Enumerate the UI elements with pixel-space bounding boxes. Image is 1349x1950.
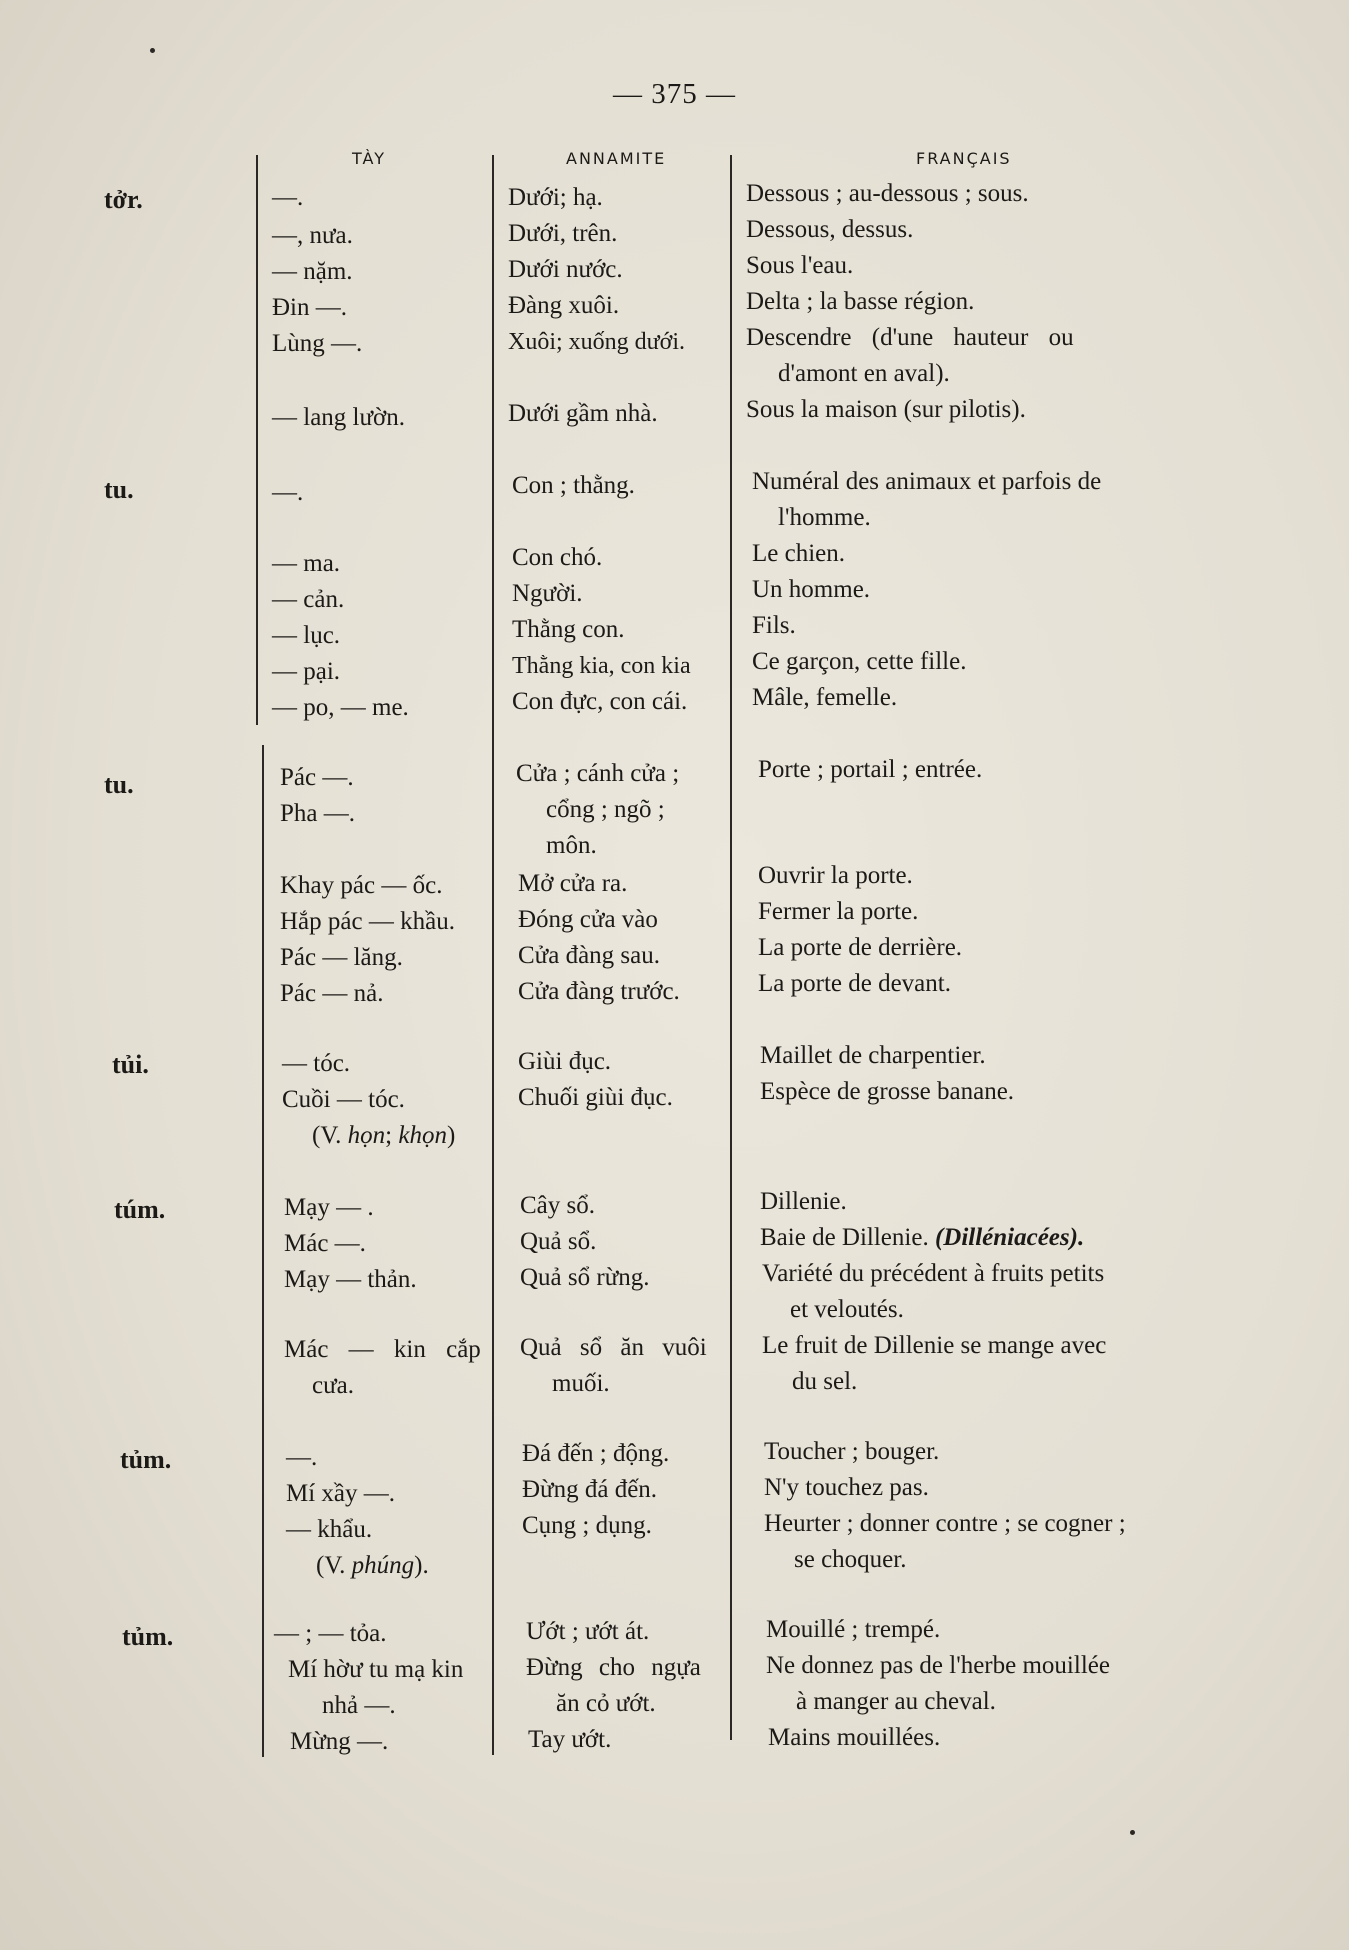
tay-cross-reference: (V. họn; khọn): [312, 1122, 456, 1149]
francais-entry: Mains mouillées.: [768, 1724, 941, 1751]
tay-entry: Pác —.: [280, 764, 354, 791]
annamite-entry: Thằng kia, con kia: [512, 653, 691, 679]
headword: tủm.: [122, 1622, 174, 1651]
annamite-entry: Dưới gầm nhà.: [508, 400, 658, 427]
headword: tu.: [104, 770, 134, 799]
annamite-entry: Cụng ; dụng.: [522, 1512, 652, 1539]
tay-entry: — nặm.: [272, 258, 353, 285]
annamite-entry: Người.: [512, 580, 583, 607]
annamite-entry: ăn cỏ ướt.: [556, 1690, 656, 1717]
headword: tu.: [104, 475, 134, 504]
annamite-entry: môn.: [546, 832, 597, 859]
tay-entry: — lục.: [272, 622, 341, 649]
column-divider: [730, 155, 732, 1740]
tay-entry: nhả —.: [322, 1692, 396, 1719]
tay-entry: — cản.: [272, 586, 345, 613]
francais-entry: Heurter ; donner contre ; se cogner ;: [764, 1510, 1126, 1537]
francais-entry: Toucher ; bouger.: [764, 1438, 940, 1465]
francais-entry: Sous la maison (sur pilotis).: [746, 396, 1026, 423]
tay-entry: Khay pác — ốc.: [280, 872, 443, 899]
annamite-entry: cổng ; ngõ ;: [546, 796, 665, 823]
headword: tủm.: [120, 1445, 172, 1474]
annamite-entry: Đừng cho ngựa: [526, 1654, 701, 1681]
francais-entry: à manger au cheval.: [796, 1688, 996, 1715]
tay-entry: — pại.: [272, 658, 341, 685]
tay-entry: —.: [272, 479, 304, 506]
annamite-entry: Chuối giùi đục.: [518, 1084, 673, 1111]
headword: tủi.: [112, 1050, 149, 1079]
francais-entry: Mouillé ; trempé.: [766, 1616, 941, 1643]
annamite-entry: Con chó.: [512, 544, 603, 571]
tay-entry: Pác — nả.: [280, 980, 384, 1007]
francais-entry: Le chien.: [752, 540, 846, 567]
francais-entry: Baie de Dillenie. (Dilléniacées).: [760, 1224, 1085, 1251]
headword: tởr.: [104, 185, 143, 214]
annamite-entry: Thằng con.: [512, 616, 625, 643]
tay-entry: — khẩu.: [286, 1516, 373, 1543]
annamite-entry: Con ; thằng.: [512, 472, 635, 499]
column-header-tay: TÀY: [352, 149, 387, 168]
francais-entry: Dessous ; au-dessous ; sous.: [746, 180, 1029, 207]
annamite-entry: Giùi đục.: [518, 1048, 612, 1075]
tay-entry: Pác — lăng.: [280, 944, 403, 971]
column-divider: [262, 745, 264, 1757]
column-header-annamite: ANNAMITE: [566, 149, 667, 168]
francais-entry: Sous l'eau.: [746, 252, 854, 279]
francais-entry: Dessous, dessus.: [746, 216, 914, 243]
annamite-entry: Dưới nước.: [508, 256, 623, 283]
annamite-entry: Cửa đàng trước.: [518, 978, 680, 1005]
column-divider: [492, 155, 494, 1755]
francais-entry: d'amont en aval).: [778, 360, 950, 387]
francais-entry: du sel.: [792, 1368, 858, 1395]
francais-entry: l'homme.: [778, 504, 871, 531]
annamite-entry: Cửa đàng sau.: [518, 942, 660, 969]
column-header-francais: FRANÇAIS: [916, 149, 1012, 168]
tay-entry: Lùng —.: [272, 330, 363, 357]
francais-entry: La porte de derrière.: [758, 934, 963, 961]
francais-entry: La porte de devant.: [758, 970, 951, 997]
francais-entry: N'y touchez pas.: [764, 1474, 929, 1501]
annamite-entry: Quả sổ ăn vuôi: [520, 1334, 707, 1361]
francais-entry: Maillet de charpentier.: [760, 1042, 986, 1069]
francais-entry: Delta ; la basse région.: [746, 288, 975, 315]
page-number: — 375 —: [613, 78, 736, 110]
tay-cross-reference: (V. phúng).: [316, 1552, 429, 1579]
annamite-entry: Cây sổ.: [520, 1192, 595, 1219]
annamite-entry: Đóng cửa vào: [518, 906, 658, 933]
francais-entry: et veloutés.: [790, 1296, 904, 1323]
tay-entry: Mác —.: [284, 1230, 366, 1257]
tay-entry: Mạy — .: [284, 1194, 374, 1221]
annamite-entry: Xuôi; xuống dưới.: [508, 329, 686, 355]
tay-entry: —.: [272, 184, 304, 211]
tay-entry: —, nưa.: [272, 222, 353, 249]
tay-entry: — ma.: [272, 550, 341, 577]
annamite-entry: Dưới; hạ.: [508, 184, 603, 211]
annamite-entry: Tay ướt.: [528, 1726, 612, 1753]
francais-entry: Espèce de grosse banane.: [760, 1078, 1015, 1105]
annamite-entry: Đá đến ; động.: [522, 1440, 670, 1467]
tay-entry: — lang lườn.: [272, 404, 406, 431]
tay-entry: Mí hờư tu mạ kin: [288, 1656, 464, 1683]
paper-speck: [150, 48, 155, 53]
francais-entry: Descendre (d'une hauteur ou: [746, 324, 1074, 351]
tay-entry: Mạy — thản.: [284, 1266, 417, 1293]
tay-entry: cưa.: [312, 1372, 354, 1399]
tay-entry: Mác — kin cắp: [284, 1336, 481, 1363]
annamite-entry: Đàng xuôi.: [508, 292, 620, 319]
tay-entry: —.: [286, 1444, 318, 1471]
francais-entry: Mâle, femelle.: [752, 684, 898, 711]
francais-entry: Fermer la porte.: [758, 898, 919, 925]
annamite-entry: Quả sổ.: [520, 1228, 597, 1255]
tay-entry: — po, — me.: [272, 694, 409, 721]
annamite-entry: Con đực, con cái.: [512, 688, 688, 715]
annamite-entry: Ướt ; ướt át.: [526, 1618, 650, 1645]
francais-entry: se choquer.: [794, 1546, 907, 1573]
column-divider: [256, 155, 258, 725]
tay-entry: Mí xầy —.: [286, 1480, 396, 1507]
tay-entry: Đin —.: [272, 294, 347, 321]
annamite-entry: Quả sổ rừng.: [520, 1264, 650, 1291]
francais-entry: Variété du précédent à fruits petits: [762, 1260, 1105, 1287]
francais-entry: Numéral des animaux et parfois de: [752, 468, 1102, 495]
tay-entry: — tóc.: [282, 1050, 351, 1077]
annamite-entry: Dưới, trên.: [508, 220, 618, 247]
francais-entry: Dillenie.: [760, 1188, 847, 1215]
francais-entry: Un homme.: [752, 576, 871, 603]
annamite-entry: Mở cửa ra.: [518, 870, 628, 897]
francais-entry: Fils.: [752, 612, 796, 639]
tay-entry: Cuồi — tóc.: [282, 1086, 405, 1113]
annamite-entry: Đừng đá đến.: [522, 1476, 658, 1503]
tay-entry: — ; — tỏa.: [274, 1620, 387, 1647]
francais-entry: Ce garçon, cette fille.: [752, 648, 967, 675]
francais-entry: Porte ; portail ; entrée.: [758, 756, 983, 783]
tay-entry: Mừng —.: [290, 1728, 389, 1755]
francais-entry: Ouvrir la porte.: [758, 862, 913, 889]
annamite-entry: muối.: [552, 1370, 610, 1397]
tay-entry: Hắp pác — khầu.: [280, 908, 455, 935]
headword: túm.: [114, 1195, 166, 1224]
francais-entry: Le fruit de Dillenie se mange avec: [762, 1332, 1107, 1359]
francais-entry: Ne donnez pas de l'herbe mouillée: [766, 1652, 1110, 1679]
annamite-entry: Cửa ; cánh cửa ;: [516, 760, 680, 787]
tay-entry: Pha —.: [280, 800, 355, 827]
paper-speck: [1130, 1830, 1135, 1835]
